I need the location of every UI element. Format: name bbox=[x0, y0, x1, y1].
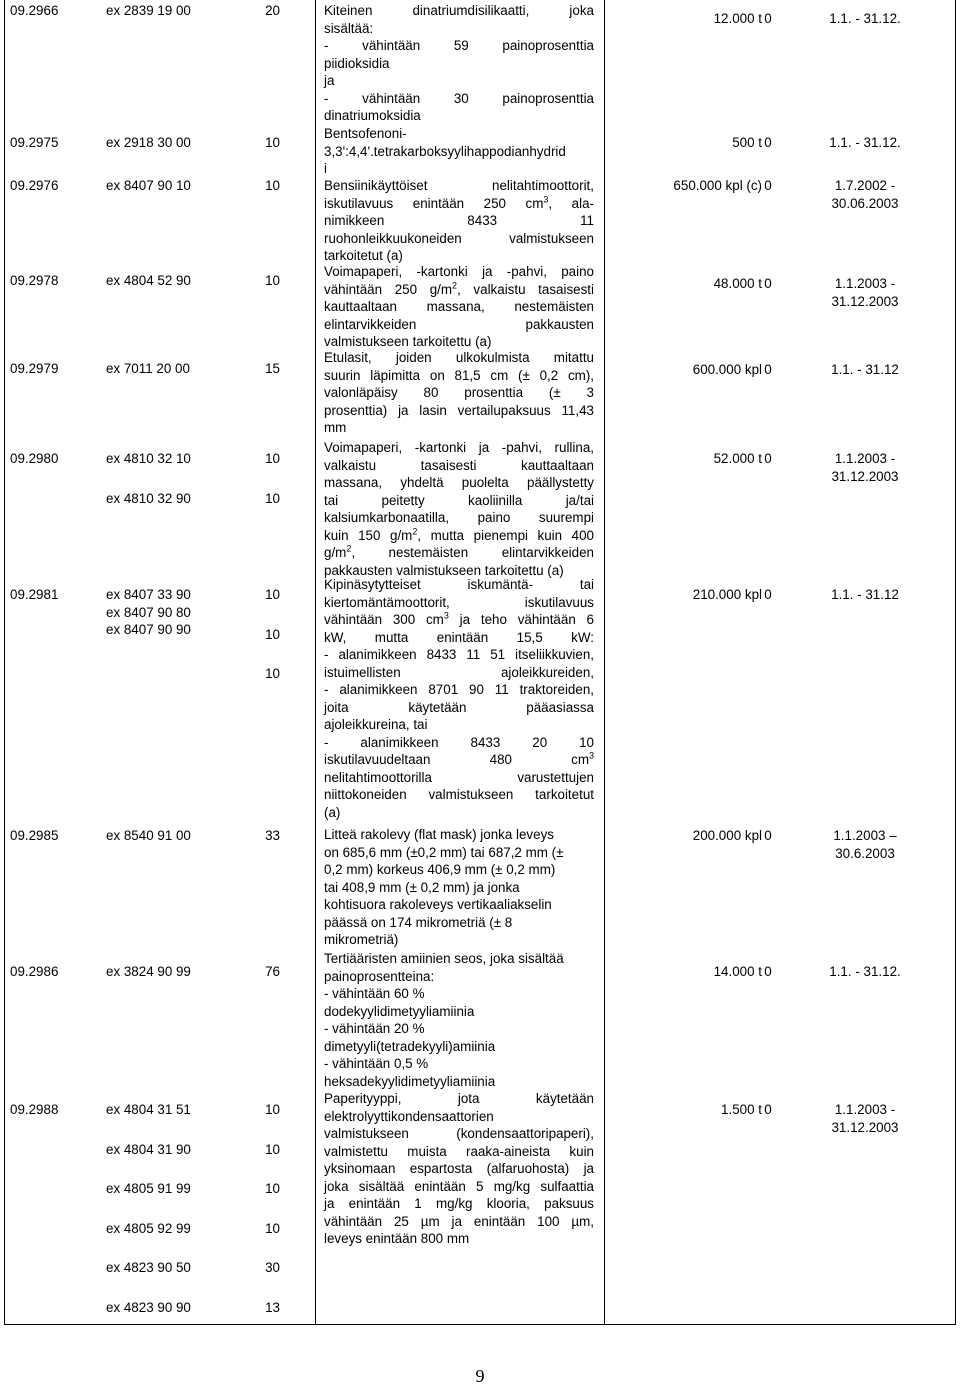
duty-rate-list: 10 bbox=[265, 135, 280, 150]
cn-code-list: ex 2839 19 00 bbox=[106, 3, 191, 18]
quota-period: 1.1.2003 - 31.12.2003 bbox=[831, 276, 899, 309]
order-number: 09.2975 bbox=[10, 135, 59, 150]
quota-period: 1.1.2003 - 31.12.2003 bbox=[831, 451, 899, 484]
quota-period: 1.1.2003 - 31.12.2003 bbox=[831, 1102, 899, 1135]
duty-rate-list: 33 bbox=[265, 828, 280, 843]
order-number: 09.2979 bbox=[10, 361, 59, 376]
column-divider bbox=[604, 0, 605, 1325]
cn-code-list: ex 8407 90 10 bbox=[106, 178, 191, 193]
duty-rate-list: 20 bbox=[265, 3, 280, 18]
duty-rate-list: 10 bbox=[265, 273, 280, 288]
in-quota-duty: 0 bbox=[764, 451, 772, 466]
product-description: Litteä rakolevy (flat mask) jonka leveys on 685,6 mm (±0,2 mm) tai 687,2 mm (± 0,2 mm) korkeus 406,9 mm (± 0,2 mm) tai 408,9 mm (± 0,2 mm) ja jonka kohtisuora rakoleveys vertikaaliakselin päässä on 174 mikrometriä (± 8 mikrometriä) bbox=[324, 827, 564, 947]
quota-volume: 12.000 t bbox=[713, 11, 762, 26]
quota-period: 1.7.2002 - 30.06.2003 bbox=[831, 178, 899, 211]
in-quota-duty: 0 bbox=[764, 1102, 772, 1117]
order-number: 09.2986 bbox=[10, 964, 59, 979]
product-description: Voimapaperi, -kartonki ja -pahvi, rullina, valkaistu tasaisesti kauttaaltaan massana, yhdeltä puolelta päällystetty tai peitetty kaoliinilla ja/tai kalsiumkarbonaatilla, paino suurempi kuin 150 $g/m^2$, mutta pienempi kuin 400 $g/m^2$, nestemäisten elintarvikkeiden pakkausten valmistukseen tarkoitettu (a) bbox=[324, 440, 594, 578]
duty-rate-list: 10 10 10 bbox=[265, 587, 280, 681]
quota-volume: 1.500 t bbox=[721, 1102, 762, 1117]
cn-code-list: ex 2918 30 00 bbox=[106, 135, 191, 150]
in-quota-duty: 0 bbox=[764, 11, 772, 26]
product-description: Voimapaperi, -kartonki ja -pahvi, paino vähintään 250 $g/m^2$, valkaistu tasaisesti kauttaaltaan massana, nestemäisten elintarvikkeiden pakkausten valmistukseen tarkoitettu (a) bbox=[324, 264, 594, 349]
quota-volume: 600.000 kpl bbox=[692, 362, 762, 377]
product-description: Bentsofenoni- 3,3':4,4'.tetrakarboksyylihappodianhydrid i bbox=[324, 126, 566, 176]
quota-period: 1.1. - 31.12. bbox=[829, 135, 901, 150]
duty-rate-list: 10 10 10 10 30 13 bbox=[265, 1102, 280, 1315]
cn-code-list: ex 8540 91 00 bbox=[106, 828, 191, 843]
quota-volume: 210.000 kpl bbox=[692, 587, 762, 602]
in-quota-duty: 0 bbox=[764, 178, 772, 193]
product-description: Kipinäsytytteiset iskumäntä- tai kiertomäntämoottorit, iskutilavuus vähintään 300 $cm^3$ ja teho vähintään 6 kW, mutta enintään 15,5 kW: - alanimikkeen 8433 11 51 itseliikkuvien, istuimellisten ajoleikkureiden, - alanimikkeen 8701 90 11 traktoreiden, joita käytetään pääasiassa ajoleikkureina, tai - alanimikkeen 8433 20 10 iskutilavuudeltaan 480 $cm^3$ nelitahtimoottorilla varustettujen niittokoneiden valmistukseen tarkoitetut (a) bbox=[324, 577, 594, 820]
in-quota-duty: 0 bbox=[764, 276, 772, 291]
product-description: Etulasit, joiden ulkokulmista mitattu suurin läpimitta on 81,5 cm (± 0,2 cm), valonläpäisy 80 prosenttia (± 3 prosenttia) ja lasin vertailupaksuus 11,43 mm bbox=[324, 350, 594, 435]
duty-rate-list: 76 bbox=[265, 964, 280, 979]
quota-volume: 500 t bbox=[732, 135, 762, 150]
quota-volume: 52.000 t bbox=[713, 451, 762, 466]
cn-code-list: ex 4804 52 90 bbox=[106, 273, 191, 288]
cn-code-list: ex 3824 90 99 bbox=[106, 964, 191, 979]
column-divider bbox=[315, 0, 316, 1325]
in-quota-duty: 0 bbox=[764, 135, 772, 150]
cn-code-list: ex 4810 32 10 ex 4810 32 90 bbox=[106, 451, 191, 506]
cn-code-list: ex 7011 20 00 bbox=[106, 361, 190, 376]
in-quota-duty: 0 bbox=[764, 587, 772, 602]
quota-period: 1.1. - 31.12. bbox=[829, 11, 901, 26]
product-description: Kiteinen dinatriumdisilikaatti, joka sisältää: - vähintään 59 painoprosenttia piidioksidia ja - vähintään 30 painoprosenttia dinatriumoksidia bbox=[324, 3, 594, 123]
order-number: 09.2966 bbox=[10, 3, 59, 18]
cn-code-list: ex 4804 31 51 ex 4804 31 90 ex 4805 91 99 ex 4805 92 99 ex 4823 90 50 ex 4823 90 90 bbox=[106, 1102, 191, 1315]
order-number: 09.2976 bbox=[10, 178, 59, 193]
quota-period: 1.1. - 31.12 bbox=[831, 587, 899, 602]
quota-volume: 650.000 kpl (c) bbox=[673, 178, 762, 193]
page-number: 9 bbox=[475, 1366, 485, 1386]
product-description: Bensiinikäyttöiset nelitahtimoottorit, iskutilavuus enintään 250 $cm^3$, ala- nimikkeen 8433 11 ruohonleikkuukoneiden valmistukseen tarkoitetut (a) bbox=[324, 178, 594, 263]
duty-rate-list: 10 10 bbox=[265, 451, 280, 506]
duty-rate-list: 10 bbox=[265, 178, 280, 193]
quota-volume: 48.000 t bbox=[713, 276, 762, 291]
quota-period: 1.1. - 31.12. bbox=[829, 964, 901, 979]
order-number: 09.2980 bbox=[10, 451, 59, 466]
in-quota-duty: 0 bbox=[764, 362, 772, 377]
order-number: 09.2981 bbox=[10, 587, 59, 602]
in-quota-duty: 0 bbox=[764, 964, 772, 979]
cn-code-list: ex 8407 33 90 ex 8407 90 80 ex 8407 90 90 bbox=[106, 587, 191, 637]
quota-period: 1.1.2003 – 30.6.2003 bbox=[833, 828, 897, 861]
quota-period: 1.1. - 31.12 bbox=[831, 362, 899, 377]
in-quota-duty: 0 bbox=[764, 828, 772, 843]
duty-rate-list: 15 bbox=[265, 361, 280, 376]
product-description: Tertiääristen amiinien seos, joka sisältää painoprosentteina: - vähintään 60 % dodekyylidimetyyliamiinia - vähintään 20 % dimetyyli(tetradekyyli)amiinia - vähintään 0,5 % heksadekyylidimetyyliamiinia bbox=[324, 951, 564, 1089]
product-description: Paperityyppi, jota käytetään elektrolyyttikondensaattorien valmistukseen (kondensaattoripaperi), valmistettu muista raaka-aineista kuin yksinomaan espartosta (alfaruohosta) ja joka sisältää enintään 5 mg/kg sulfaattia ja enintään 1 mg/kg klooria, paksuus vähintään 25 µm ja enintään 100 µm, leveys enintään 800 mm bbox=[324, 1091, 594, 1246]
quota-volume: 14.000 t bbox=[713, 964, 762, 979]
quota-volume: 200.000 kpl bbox=[692, 828, 762, 843]
order-number: 09.2985 bbox=[10, 828, 59, 843]
order-number: 09.2978 bbox=[10, 273, 59, 288]
order-number: 09.2988 bbox=[10, 1102, 59, 1117]
